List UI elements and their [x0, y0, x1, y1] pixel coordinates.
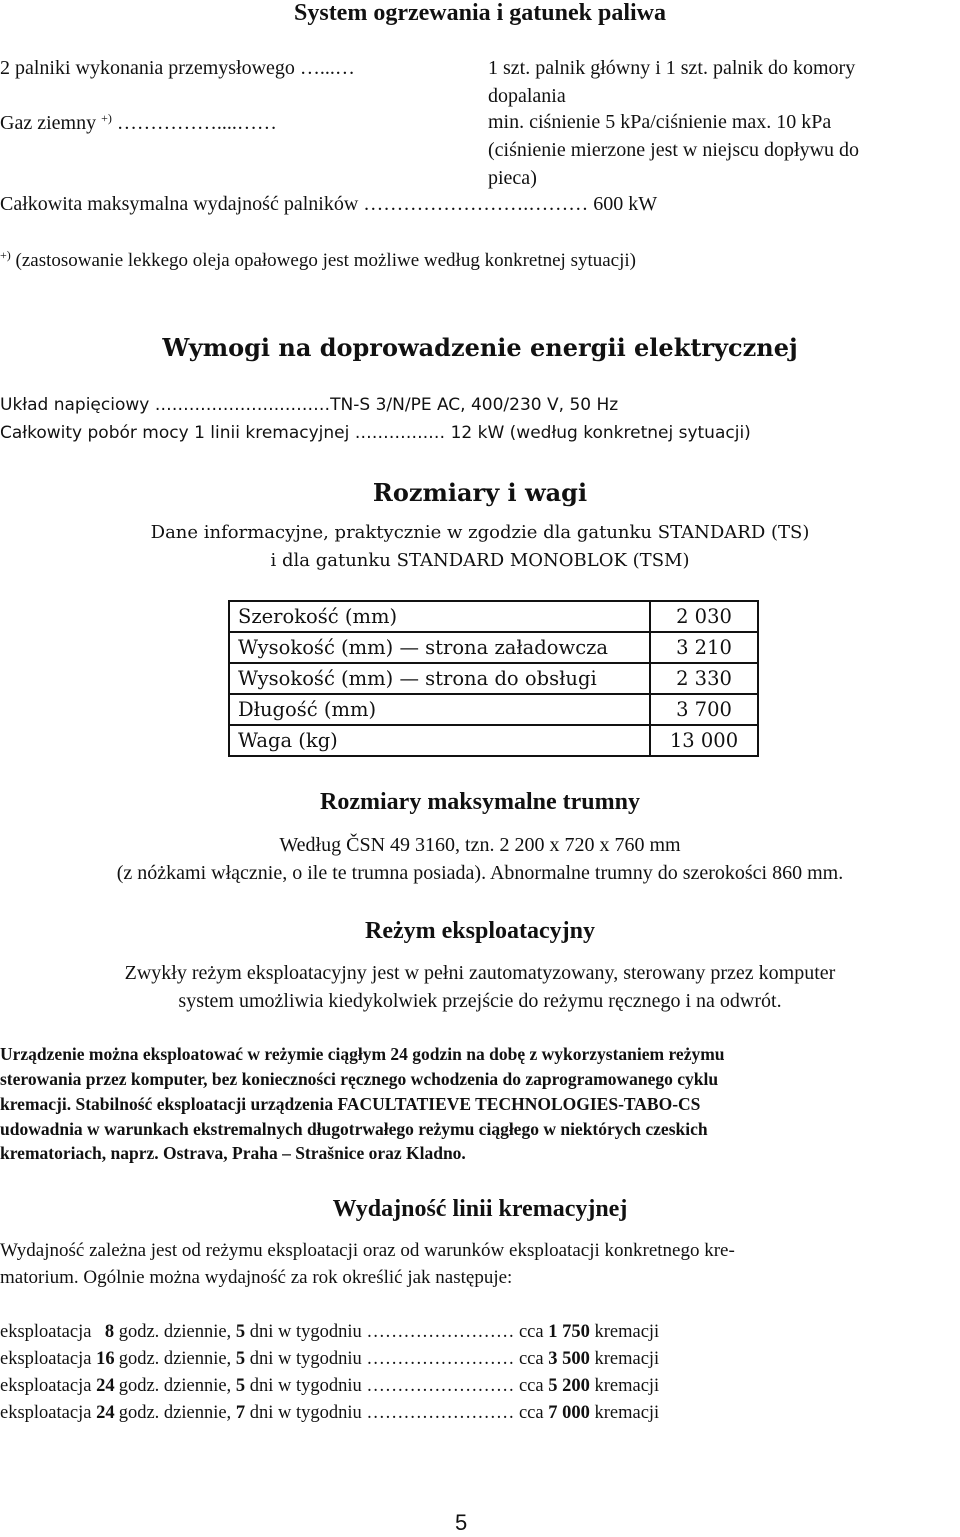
op-days: 7 [235, 1403, 246, 1423]
gas-value-2: (ciśnienie mierzone jest w niejscu dopływu do [488, 139, 860, 161]
regime-line-2: system umożliwia kiedykolwiek przejście do reżymu ręcznego i na odwrót. [178, 990, 782, 1012]
power-label: Całkowity pobór mocy 1 linii kremacyjnej [0, 423, 350, 443]
dimensions-table [228, 600, 759, 757]
op-mid: godz. dziennie, [118, 1403, 232, 1423]
gas-label: Gaz ziemny [0, 112, 97, 134]
op-suffix: dni w tygodniu [249, 1322, 362, 1342]
voltage-label: Układ napięciowy [0, 395, 150, 415]
op-mid: godz. dziennie, [118, 1376, 232, 1396]
gas-value-1: min. ciśnienie 5 kPa/ciśnienie max. 10 kPa [488, 111, 832, 133]
op-unit: kremacji [594, 1403, 660, 1423]
capacity-value: 600 kW [593, 193, 658, 215]
regime-bold-1: Urządzenie można eksploatować w reżymie ciągłym 24 godzin na dobę z wykorzystaniem reżymu [0, 1044, 725, 1064]
dim-value: 3 210 [650, 632, 758, 663]
coffin-title: Rozmiary maksymalne trumny [320, 789, 640, 815]
regime-bold-5: krematoriach, naprz. Ostrava, Praha – Strašnice oraz Kladno. [0, 1143, 466, 1163]
dim-label: Wysokość (mm) — strona do obsługi [229, 663, 650, 694]
list-item [0, 1376, 659, 1397]
op-suffix: dni w tygodniu [249, 1376, 362, 1396]
heating-note [0, 248, 636, 272]
dim-value: 2 330 [650, 663, 758, 694]
op-cca: cca [518, 1403, 544, 1423]
table-row [229, 725, 758, 756]
page-number: 5 [455, 1510, 468, 1535]
regime-bold-2: sterowania przez komputer, bez konieczności ręcznego wchodzenia do zaprogramowanego cyklu [0, 1069, 719, 1089]
sizes-title: Rozmiary i wagi [372, 478, 588, 507]
op-hours: 8 [104, 1322, 115, 1342]
op-mid: godz. dziennie, [118, 1322, 232, 1342]
burners-value-1: 1 szt. palnik główny i 1 szt. palnik do komory [488, 57, 856, 79]
op-unit: kremacji [594, 1322, 660, 1342]
dim-label: Długość (mm) [229, 694, 650, 725]
op-dots: …………………… [366, 1349, 515, 1369]
dim-value: 3 700 [650, 694, 758, 725]
op-prefix: eksploatacja [0, 1403, 92, 1423]
gas-value-3: pieca) [488, 167, 537, 189]
op-mid: godz. dziennie, [118, 1349, 232, 1369]
voltage-dots: ………………….……… [154, 395, 331, 415]
burners-label: 2 palniki wykonania przemysłowego …...… [0, 57, 355, 79]
voltage-row [0, 395, 618, 415]
coffin-line-2: (z nóżkami włącznie, o ile te trumna posiada). Abnormalne trumny do szerokości 860 mm. [116, 862, 844, 884]
output-line-1: Wydajność zależna jest od reżymu eksploatacji oraz od warunków eksploatacji konkretnego kre- [0, 1240, 735, 1261]
dim-value: 13 000 [650, 725, 758, 756]
capacity-dots: …………………….……… [363, 193, 589, 215]
op-cca: cca [518, 1322, 544, 1342]
table-row [229, 632, 758, 663]
capacity-row [0, 193, 657, 216]
dim-label: Wysokość (mm) — strona załadowcza [229, 632, 650, 663]
op-days: 5 [235, 1349, 246, 1369]
dim-value: 2 030 [650, 601, 758, 632]
op-suffix: dni w tygodniu [249, 1403, 362, 1423]
op-hours: 16 [96, 1349, 115, 1369]
op-dots: …………………… [366, 1376, 515, 1396]
table-row [229, 694, 758, 725]
note-sup: +) [0, 248, 11, 262]
op-hours: 24 [96, 1403, 115, 1423]
power-value: 12 kW (według konkretnej sytuacji) [450, 423, 751, 443]
coffin-line-1: Według ČSN 49 3160, tzn. 2 200 x 720 x 760 mm [279, 834, 681, 856]
gas-row [0, 111, 277, 135]
list-item [0, 1403, 659, 1424]
dim-label: Waga (kg) [229, 725, 650, 756]
op-count: 1 750 [548, 1322, 590, 1342]
sizes-intro-1: Dane informacyjne, praktycznie w zgodzie dla gatunku STANDARD (TS) [150, 522, 810, 543]
op-dots: …………………… [366, 1403, 515, 1423]
regime-line-1: Zwykły reżym eksploatacyjny jest w pełni zautomatyzowany, sterowany przez komputer [124, 962, 836, 984]
gas-sup: +) [101, 111, 112, 125]
output-line-2: matorium. Ogólnie można wydajność za rok określić jak następuje: [0, 1267, 513, 1288]
op-days: 5 [235, 1376, 246, 1396]
op-cca: cca [518, 1376, 544, 1396]
op-prefix: eksploatacja [0, 1322, 92, 1342]
op-count: 5 200 [548, 1376, 590, 1396]
power-dots: ………….… [354, 423, 446, 443]
regime-bold-4: udowadnia w warunkach ekstremalnych długotrwałego reżymu ciągłego w niektórych czeskich [0, 1119, 708, 1139]
regime-title: Reżym eksploatacyjny [365, 918, 595, 944]
op-count: 3 500 [548, 1349, 590, 1369]
dim-label: Szerokość (mm) [229, 601, 650, 632]
gas-dots: ……………....…… [116, 112, 277, 134]
table-row [229, 601, 758, 632]
list-item [0, 1322, 659, 1343]
heating-title: System ogrzewania i gatunek paliwa [294, 0, 666, 26]
op-count: 7 000 [548, 1403, 590, 1423]
table-row [229, 663, 758, 694]
burners-value-2: dopalania [488, 85, 566, 107]
op-prefix: eksploatacja [0, 1349, 92, 1369]
op-unit: kremacji [594, 1376, 660, 1396]
power-row [0, 423, 751, 443]
op-dots: …………………… [366, 1322, 515, 1342]
electric-title: Wymogi na doprowadzenie energii elektrycznej [162, 333, 798, 362]
op-prefix: eksploatacja [0, 1376, 92, 1396]
op-days: 5 [235, 1322, 246, 1342]
note-text: (zastosowanie lekkego oleja opałowego jest możliwe według konkretnej sytuacji) [15, 250, 636, 271]
sizes-intro-2: i dla gatunku STANDARD MONOBLOK (TSM) [270, 550, 690, 571]
regime-bold-3: kremacji. Stabilność eksploatacji urządzenia FACULTATIEVE TECHNOLOGIES-TABO-CS [0, 1094, 701, 1114]
op-unit: kremacji [594, 1349, 660, 1369]
op-cca: cca [518, 1349, 544, 1369]
voltage-value: TN-S 3/N/PE AC, 400/230 V, 50 Hz [330, 395, 619, 415]
op-suffix: dni w tygodniu [249, 1349, 362, 1369]
list-item [0, 1349, 659, 1370]
output-title: Wydajność linii kremacyjnej [332, 1196, 628, 1222]
capacity-label: Całkowita maksymalna wydajność palników [0, 193, 359, 215]
op-hours: 24 [96, 1376, 115, 1396]
